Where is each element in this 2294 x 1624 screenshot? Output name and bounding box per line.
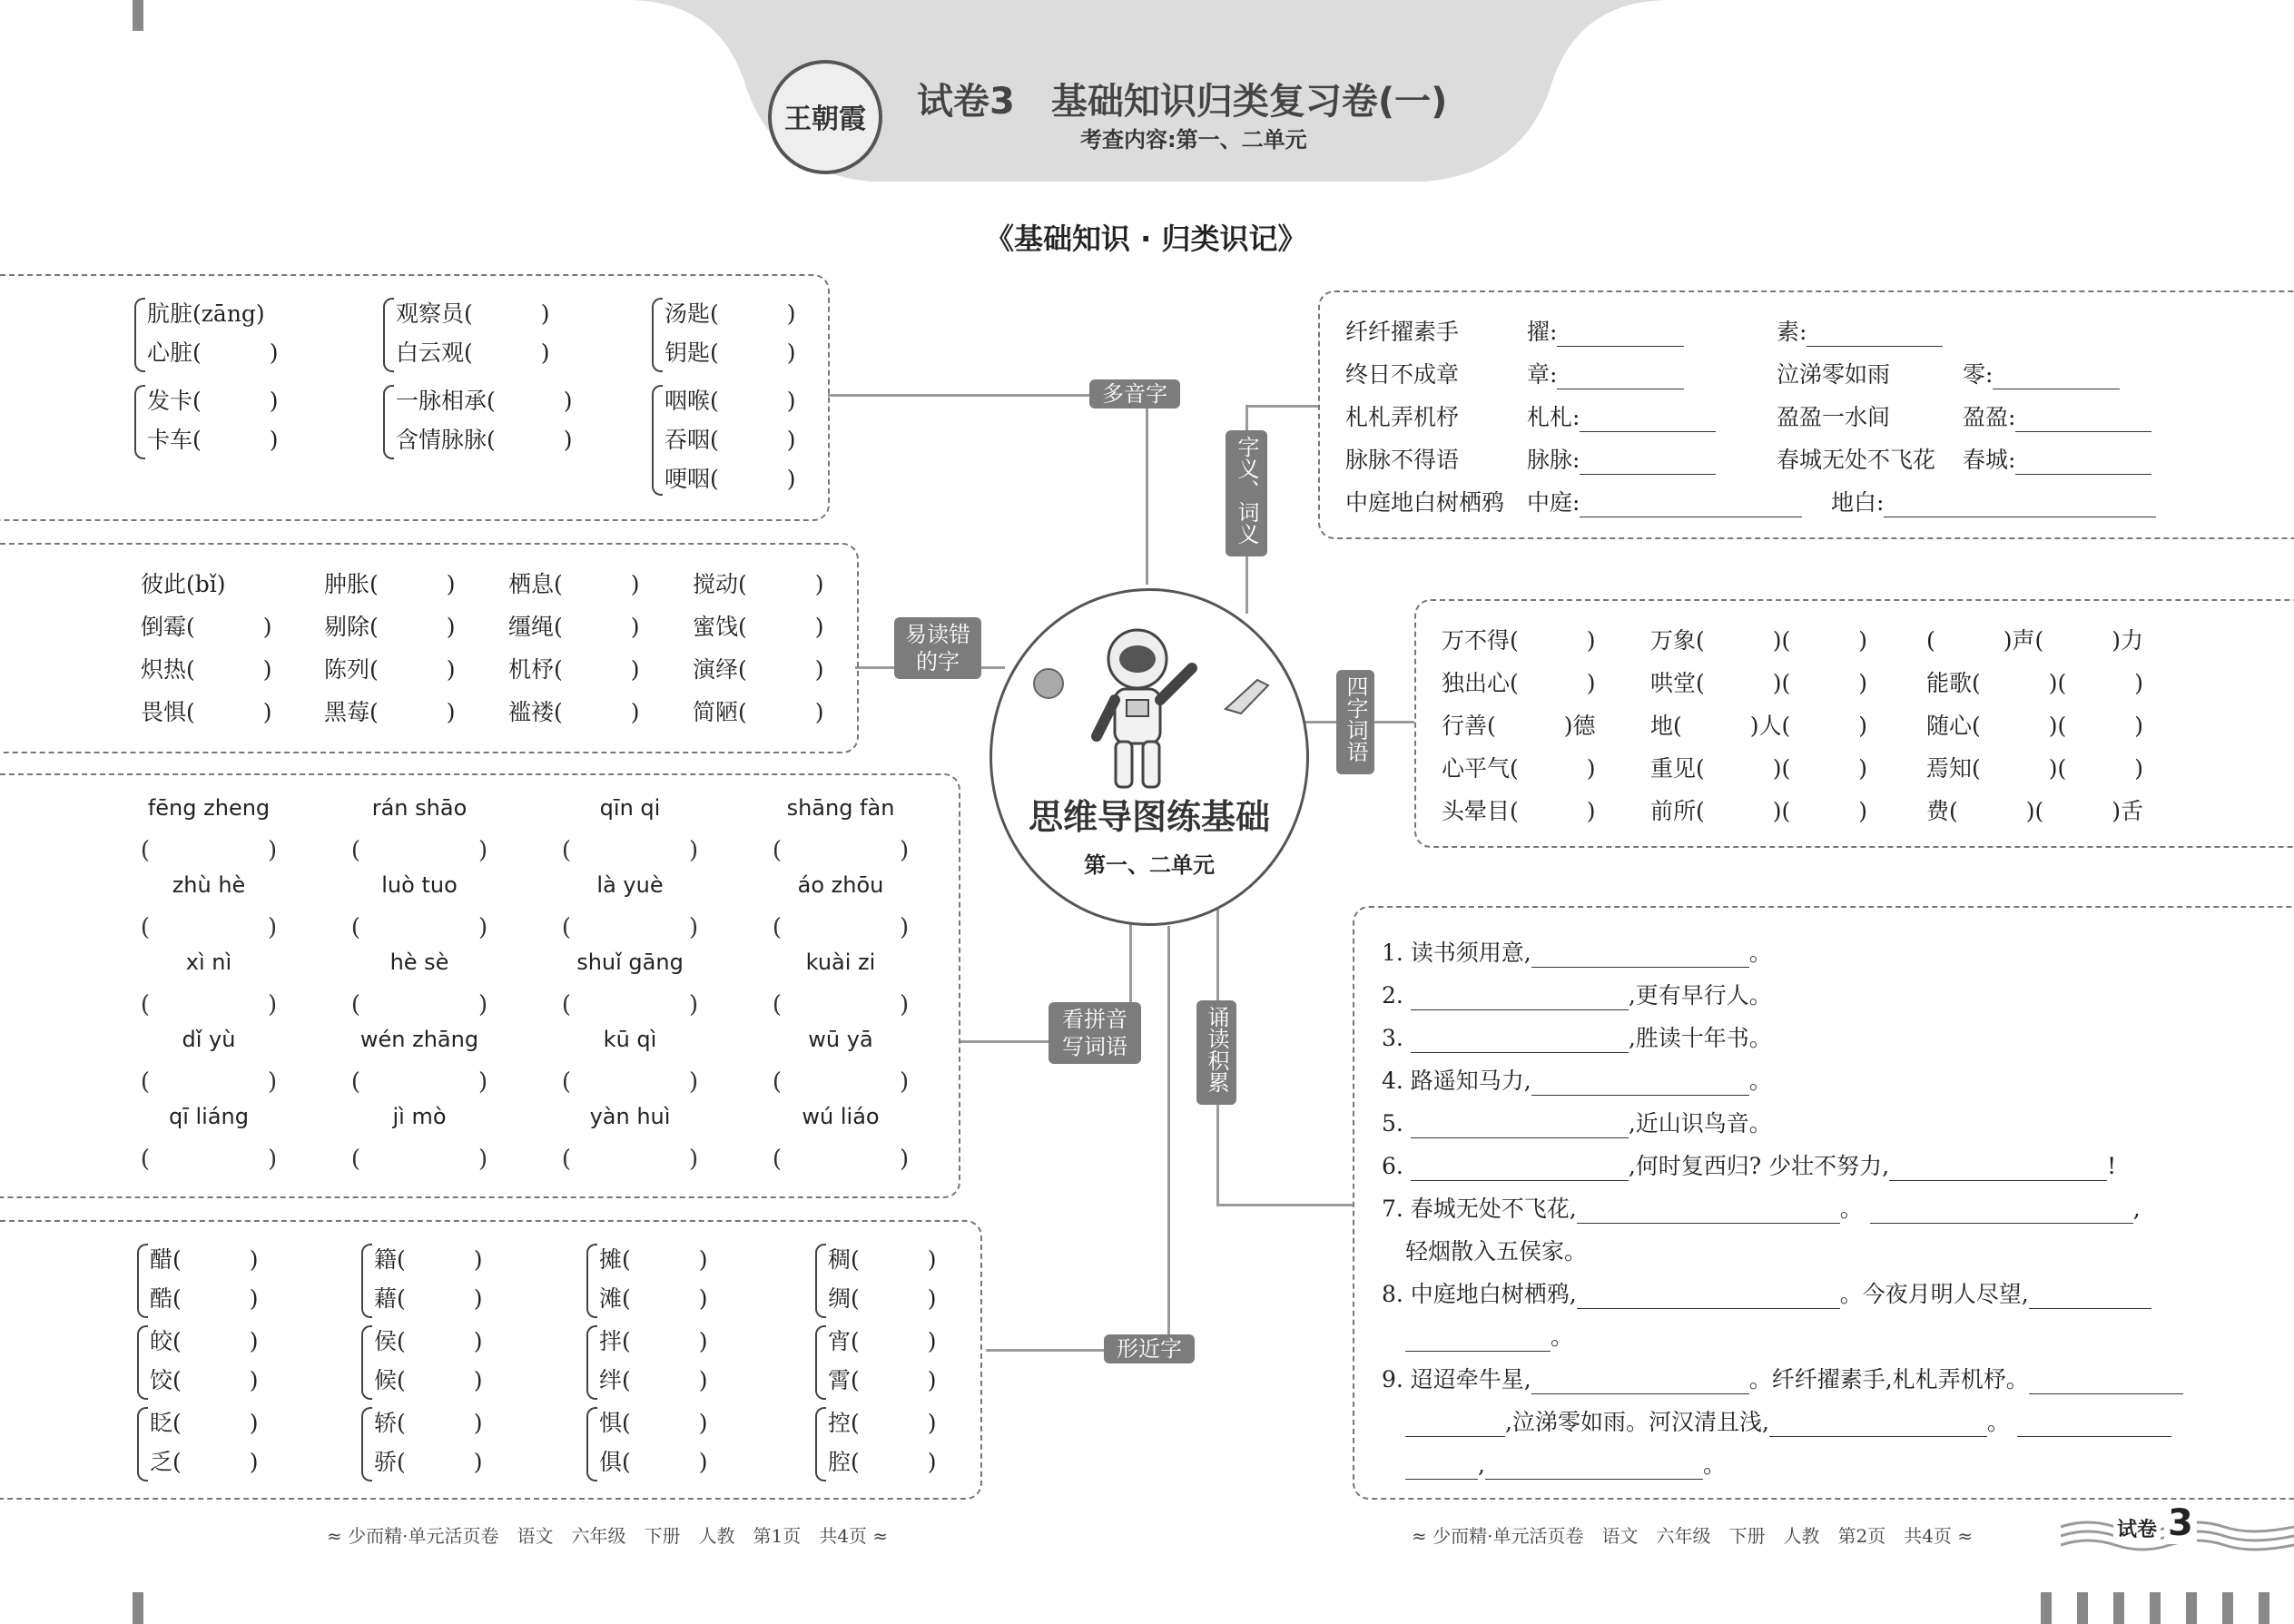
answer-line[interactable] — [1411, 1029, 1629, 1053]
answer-line[interactable] — [1993, 365, 2120, 389]
similar-char: 俱( ) — [599, 1449, 708, 1475]
idiom-item: 重见( )( ) — [1650, 755, 1868, 782]
pinyin-answer-box[interactable]: ( ) — [140, 837, 278, 864]
tag-meaning — [1226, 430, 1267, 556]
pinyin-label: kū qì — [603, 1027, 657, 1052]
polyphone-word: 哽咽( ) — [665, 466, 796, 492]
pinyin-answer-box[interactable]: ( ) — [561, 1068, 699, 1096]
pinyin-label: wú liáo — [802, 1104, 880, 1129]
footer-page-number: 3 — [2164, 1502, 2197, 1544]
answer-line[interactable] — [1531, 1071, 1749, 1096]
tag-recite-text: 诵读积累 — [1204, 1006, 1229, 1093]
meaning-row — [1345, 314, 1807, 347]
meaning-row — [1345, 399, 2016, 432]
pinyin-answer-box[interactable]: ( ) — [350, 1146, 488, 1173]
pinyin-label: xì nì — [185, 950, 232, 975]
answer-line[interactable] — [2015, 408, 2151, 432]
pinyin-label: qīn qi — [599, 795, 661, 821]
similar-group — [828, 1240, 937, 1318]
polyphone-word: 含情脉脉( ) — [396, 427, 573, 453]
misread-word: 机杼( ) — [508, 656, 640, 683]
center-title: 思维导图练基础 — [1028, 797, 1270, 837]
answer-line[interactable] — [1411, 986, 1629, 1010]
pinyin-answer-box[interactable]: ( ) — [140, 914, 278, 941]
answer-line[interactable] — [1577, 1199, 1840, 1224]
rocket-icon — [1221, 673, 1275, 718]
pinyin-label: shuǐ gāng — [576, 950, 684, 975]
similar-char: 霄( ) — [828, 1367, 937, 1393]
idiom-item: 哄堂( )( ) — [1650, 670, 1868, 696]
pinyin-label: jì mò — [392, 1104, 447, 1129]
polyphone-word: 观察员( ) — [396, 300, 550, 327]
answer-line[interactable] — [1411, 1156, 1629, 1181]
misread-word: 倒霉( ) — [141, 614, 272, 640]
pinyin-answer-box[interactable]: ( ) — [140, 1146, 278, 1173]
similar-char: 乏( ) — [150, 1449, 259, 1475]
answer-line[interactable] — [1769, 1412, 1987, 1437]
polyphone-word: 卡车( ) — [147, 427, 279, 453]
pinyin-answer-box[interactable]: ( ) — [561, 1146, 699, 1173]
pinyin-answer-box[interactable]: ( ) — [772, 1146, 910, 1173]
recite-item: 7. 春城无处不飞花, 。 , — [1382, 1196, 2141, 1222]
connector — [1146, 394, 1148, 585]
pinyin-label: dǐ yù — [182, 1027, 236, 1052]
pinyin-label: qī liáng — [168, 1104, 250, 1129]
idiom-item: 前所( )( ) — [1650, 798, 1868, 824]
idiom-item: 头晕目( ) — [1442, 798, 1596, 824]
meaning-phrase: 终日不成章 — [1345, 361, 1460, 388]
polyphone-word: 咽喉( ) — [665, 388, 796, 414]
recite-item: 2. ,更有早行人。 — [1382, 982, 1772, 1009]
meaning-phrase: 纤纤擢素手 — [1345, 319, 1460, 345]
similar-char: 侯( ) — [374, 1328, 483, 1354]
answer-line[interactable] — [1580, 493, 1802, 517]
misread-word: 陈列( ) — [324, 656, 456, 683]
answer-line[interactable] — [1405, 1327, 1551, 1352]
polyphone-group — [396, 294, 550, 372]
misread-word: 炽热( ) — [141, 656, 272, 683]
meaning-term: 零: — [1963, 361, 1994, 388]
page-title: 试卷3 基础知识归类复习卷(一) — [917, 81, 1448, 123]
similar-char: 宵( ) — [828, 1328, 937, 1354]
pinyin-label: là yuè — [596, 872, 664, 898]
answer-line[interactable] — [1580, 408, 1716, 432]
footer-right: ≈ 少而精·单元活页卷 语文 六年级 下册 人教 第2页 共4页 ≈ — [1412, 1525, 1974, 1547]
recite-item: 9. 迢迢牵牛星, 。纤纤擢素手,札札弄机杼。 — [1382, 1362, 2183, 1394]
polyphone-group — [147, 294, 279, 372]
answer-line[interactable] — [1531, 1370, 1749, 1394]
answer-line[interactable] — [1405, 1412, 1505, 1437]
idiom-item: 心平气( ) — [1442, 755, 1596, 782]
similar-group — [150, 1403, 259, 1481]
pinyin-label: luò tuo — [381, 872, 458, 898]
idiom-item: ( )声( )力 — [1926, 627, 2144, 654]
idiom-item: 随心( )( ) — [1926, 713, 2144, 739]
answer-line[interactable] — [1870, 1199, 2133, 1224]
meaning-phrase: 春城无处不飞花 — [1777, 447, 1936, 473]
similar-char: 绊( ) — [599, 1367, 708, 1393]
left-edge-mark — [133, 0, 143, 31]
pinyin-label: wén zhāng — [359, 1027, 479, 1052]
pinyin-label: zhù hè — [172, 872, 246, 898]
polyphone-word: 发卡( ) — [147, 388, 279, 414]
similar-char: 腔( ) — [828, 1449, 937, 1475]
connector — [828, 394, 1091, 397]
tag-pinyin-line2: 写词语 — [1062, 1034, 1127, 1059]
center-node — [989, 588, 1309, 926]
misread-word: 搅动( ) — [693, 571, 824, 597]
misread-word: 缰绳( ) — [508, 614, 640, 640]
idiom-item: 地( )人( ) — [1650, 713, 1868, 739]
logo-text: 王朝霞 — [784, 103, 866, 135]
similar-char: 绸( ) — [828, 1285, 937, 1312]
misread-word: 简陋( ) — [693, 699, 824, 725]
pinyin-answer-box[interactable]: ( ) — [350, 991, 488, 1019]
similar-char: 藉( ) — [374, 1285, 483, 1312]
meaning-row — [1345, 357, 1994, 389]
misread-word: 褴褛( ) — [508, 699, 640, 725]
meaning-phrase: 盈盈一水间 — [1777, 404, 1891, 430]
meaning-term: 地白: — [1831, 489, 1885, 516]
idiom-item: 费( )( )舌 — [1926, 798, 2144, 824]
pinyin-answer-box[interactable]: ( ) — [350, 914, 488, 941]
idiom-item: 行善( )德 — [1442, 713, 1596, 739]
answer-line[interactable] — [2029, 1370, 2183, 1394]
similar-char: 控( ) — [828, 1410, 937, 1436]
pinyin-label: wū yā — [808, 1027, 873, 1052]
pinyin-answer-box[interactable]: ( ) — [772, 914, 910, 941]
recite-item: 8. 中庭地白树栖鸦, 。今夜月明人尽望, — [1382, 1276, 2151, 1309]
answer-line[interactable] — [1577, 1284, 1840, 1309]
tag-polyphone: 多音字 — [1089, 379, 1180, 408]
recite-item: 3. ,胜读十年书。 — [1382, 1025, 1772, 1051]
tag-pinyin-line1: 看拼音 — [1062, 1007, 1127, 1032]
polyphone-word: 白云观( ) — [396, 340, 550, 366]
meaning-term: 盈盈: — [1963, 404, 2016, 430]
pinyin-answer-box[interactable]: ( ) — [350, 837, 488, 864]
similar-char: 皎( ) — [150, 1328, 259, 1354]
similar-char: 拌( ) — [599, 1328, 708, 1354]
answer-line[interactable] — [2017, 1412, 2171, 1437]
pinyin-label: kuài zi — [805, 950, 876, 975]
similar-char: 滩( ) — [599, 1285, 708, 1312]
similar-char: 眨( ) — [150, 1410, 259, 1436]
polyphone-group — [665, 381, 796, 498]
bottom-right-marks — [2041, 1592, 2294, 1624]
section-title: 《基础知识 · 归类识记》 — [985, 221, 1307, 256]
meaning-phrase: 脉脉不得语 — [1345, 447, 1460, 473]
tag-recite — [1196, 1000, 1236, 1105]
pinyin-label: hè sè — [389, 950, 449, 975]
pinyin-label: fēng zheng — [147, 795, 271, 821]
answer-line[interactable] — [1557, 365, 1684, 389]
polyphone-word: 心脏( ) — [147, 340, 279, 366]
pinyin-label: yàn huì — [589, 1104, 671, 1129]
tag-idioms — [1336, 670, 1374, 774]
recite-item: 6. ,何时复西归? 少壮不努力, ! — [1382, 1153, 2117, 1179]
recite-item: , 。 — [1405, 1447, 1726, 1480]
polyphone-word: 肮脏(zāng) — [147, 300, 265, 327]
meaning-phrase: 中庭地白树栖鸦 — [1345, 489, 1505, 516]
similar-char: 惧( ) — [599, 1410, 708, 1436]
similar-char: 候( ) — [374, 1367, 483, 1393]
similar-group — [599, 1322, 708, 1400]
tag-misread-line1: 易读错 — [905, 622, 970, 647]
answer-line[interactable] — [1405, 1455, 1478, 1480]
idiom-item: 万不得( ) — [1442, 627, 1596, 654]
meaning-phrase: 札札弄机杼 — [1345, 404, 1460, 430]
pinyin-answer-box[interactable]: ( ) — [561, 837, 699, 864]
tag-pinyin — [1049, 1002, 1141, 1064]
similar-char: 骄( ) — [374, 1449, 483, 1475]
meaning-phrase: 泣涕零如雨 — [1777, 361, 1891, 388]
pinyin-label: rán shāo — [371, 795, 468, 821]
pinyin-answer-box[interactable]: ( ) — [140, 1068, 278, 1096]
bottom-edge-mark — [133, 1592, 143, 1624]
pinyin-label: áo zhōu — [797, 872, 884, 898]
tag-misread — [894, 617, 981, 679]
footer-label: 试卷 — [2113, 1514, 2161, 1542]
answer-line[interactable] — [1485, 1455, 1703, 1480]
meaning-row — [1345, 485, 1885, 517]
footer-left: ≈ 少而精·单元活页卷 语文 六年级 下册 人教 第1页 共4页 ≈ — [327, 1525, 889, 1547]
tag-meaning-text: 字义、词义 — [1234, 436, 1259, 545]
similar-group — [374, 1322, 483, 1400]
similar-char: 稠( ) — [828, 1246, 937, 1273]
similar-group — [828, 1322, 937, 1400]
misread-word: 栖息( ) — [508, 571, 640, 597]
pinyin-answer-box[interactable]: ( ) — [140, 991, 278, 1019]
similar-char: 醋( ) — [150, 1246, 259, 1273]
logo — [768, 60, 882, 174]
similar-char: 籍( ) — [374, 1246, 483, 1273]
answer-line[interactable] — [1807, 322, 1943, 347]
tag-misread-line2: 的字 — [916, 649, 960, 674]
answer-line[interactable] — [1884, 493, 2156, 517]
meaning-row — [1345, 442, 2016, 475]
misread-word: 彼此(bǐ) — [141, 571, 226, 597]
recite-item: 4. 路遥知马力, 。 — [1382, 1068, 1772, 1094]
similar-group — [374, 1403, 483, 1481]
meaning-term: 春城: — [1963, 447, 2016, 473]
center-sub: 第一、二单元 — [1084, 852, 1215, 878]
similar-group — [374, 1240, 483, 1318]
recite-item: ,泣涕零如雨。河汉清且浅, 。 — [1405, 1404, 2171, 1437]
misread-word: 演绎( ) — [693, 656, 824, 683]
answer-line[interactable] — [1580, 450, 1716, 475]
misread-word: 蜜饯( ) — [693, 614, 824, 640]
polyphone-group — [665, 294, 796, 372]
polyphone-group — [147, 381, 279, 459]
misread-word: 黑莓( ) — [324, 699, 456, 725]
idiom-item: 焉知( )( ) — [1926, 755, 2144, 782]
page-subtitle: 考查内容:第一、二单元 — [1080, 127, 1307, 153]
pinyin-label: shāng fàn — [786, 795, 895, 821]
connector — [1245, 405, 1318, 408]
similar-group — [599, 1240, 708, 1318]
recite-item: 轻烟散入五侯家。 — [1405, 1238, 1588, 1265]
polyphone-word: 一脉相承( ) — [396, 388, 573, 414]
answer-line[interactable] — [2029, 1284, 2151, 1309]
meaning-term: 脉脉: — [1527, 447, 1580, 473]
pinyin-answer-box[interactable]: ( ) — [772, 991, 910, 1019]
recite-item: 。 — [1405, 1319, 1573, 1352]
misread-word: 肿胀( ) — [324, 571, 456, 597]
meaning-term: 素: — [1777, 319, 1807, 345]
meaning-term: 中庭: — [1527, 489, 1580, 516]
polyphone-word: 汤匙( ) — [665, 300, 796, 327]
similar-group — [150, 1240, 259, 1318]
idiom-item: 独出心( ) — [1442, 670, 1596, 696]
meaning-term: 札札: — [1527, 404, 1580, 430]
similar-char: 酷( ) — [150, 1285, 259, 1312]
misread-word: 畏惧( ) — [141, 699, 272, 725]
similar-char: 饺( ) — [150, 1367, 259, 1393]
similar-group — [599, 1403, 708, 1481]
answer-line[interactable] — [1411, 1114, 1629, 1138]
recite-item: 5. ,近山识鸟音。 — [1382, 1110, 1772, 1137]
polyphone-group — [396, 381, 573, 459]
polyphone-word: 吞咽( ) — [665, 427, 796, 453]
pinyin-answer-box[interactable]: ( ) — [561, 991, 699, 1019]
similar-char: 轿( ) — [374, 1410, 483, 1436]
answer-line[interactable] — [1557, 322, 1684, 347]
pinyin-answer-box[interactable]: ( ) — [561, 914, 699, 941]
connector — [1167, 926, 1170, 1353]
similar-char: 摊( ) — [599, 1246, 708, 1273]
answer-line[interactable] — [1889, 1156, 2107, 1181]
planet-icon — [1029, 664, 1074, 709]
tag-idioms-text: 四字词语 — [1343, 675, 1368, 763]
connector — [1216, 1204, 1353, 1206]
idiom-item: 万象( )( ) — [1650, 627, 1868, 654]
similar-group — [828, 1403, 937, 1481]
meaning-term: 章: — [1527, 361, 1558, 388]
idiom-item: 能歌( )( ) — [1926, 670, 2144, 696]
pinyin-answer-box[interactable]: ( ) — [350, 1068, 488, 1096]
pinyin-answer-box[interactable]: ( ) — [772, 837, 910, 864]
recite-item: 1. 读书须用意, 。 — [1382, 940, 1772, 966]
answer-line[interactable] — [2015, 450, 2151, 475]
astronaut-icon — [1083, 618, 1219, 800]
pinyin-answer-box[interactable]: ( ) — [772, 1068, 910, 1096]
similar-group — [150, 1322, 259, 1400]
answer-line[interactable] — [1531, 943, 1749, 968]
misread-word: 剔除( ) — [324, 614, 456, 640]
meaning-term: 擢: — [1527, 319, 1558, 345]
polyphone-word: 钥匙( ) — [665, 340, 796, 366]
tag-similar: 形近字 — [1104, 1334, 1195, 1363]
